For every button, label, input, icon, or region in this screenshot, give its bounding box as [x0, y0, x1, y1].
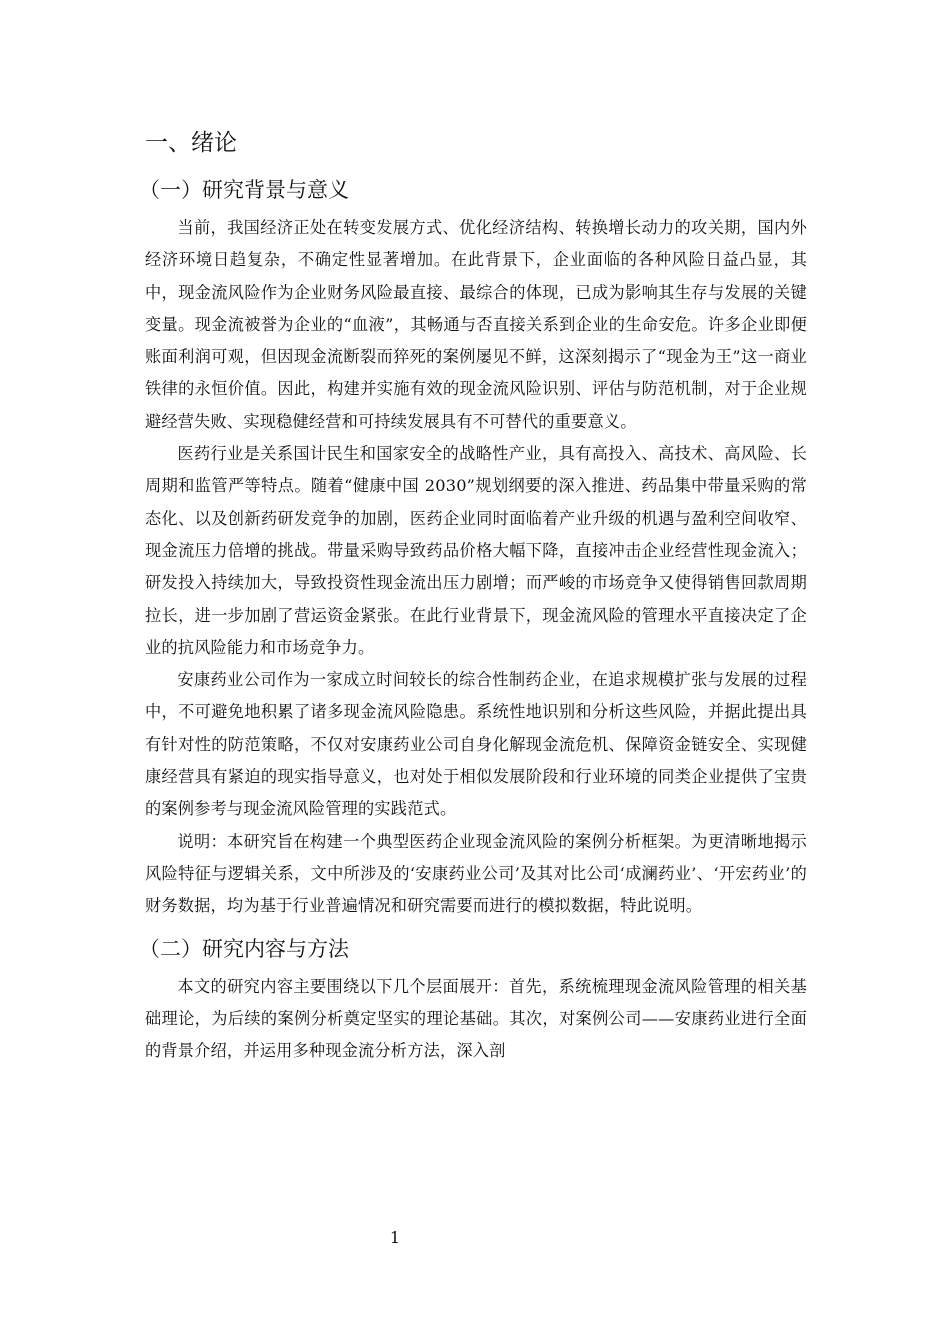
paragraph: 当前，我国经济正处在转变发展方式、优化经济结构、转换增长动力的攻关期，国内外经济环境日趋复杂，不确定性显著增加。在此背景下，企业面临的各种风险日益凸显，其中，现金流风险作为企业财务风险最直接、最综合的体现，已成为影响其生存与发展的关键变量。现金流被誉为企业的“血液”，其畅通与否直接关系到企业的生命安危。许多企业即便账面利润可观，但因现金流断裂而猝死的案例屡见不鲜，这深刻揭示了“现金为王”这一商业铁律的永恒价值。因此，构建并实施有效的现金流风险识别、评估与防范机制，对于企业规避经营失败、实现稳健经营和可持续发展具有不可替代的重要意义。 [145, 218, 807, 431]
paragraph: 医药行业是关系国计民生和国家安全的战略性产业，具有高投入、高技术、高风险、长周期和监管严等特点。随着“健康中国 2030”规划纲要的深入推进、药品集中带量采购的常态化、以及创新药研发竞争的加剧，医药企业同时面临着产业升级的机遇与盈利空间收窄、现金流压力倍增的挑战。带量采购导致药品价格大幅下降，直接冲击企业经营性现金流入；研发投入持续加大，导致投资性现金流出压力剧增；而严峻的市场竞争又使得销售回款周期拉长，进一步加剧了营运资金紧张。在此行业背景下，现金流风险的管理水平直接决定了企业的抗风险能力和市场竞争力。 [145, 444, 807, 657]
section-title-methods: （二）研究内容与方法 [139, 936, 349, 961]
paragraph: 安康药业公司作为一家成立时间较长的综合性制药企业，在追求规模扩张与发展的过程中，不可避免地积累了诸多现金流风险隐患。系统性地识别和分析这些风险，并据此提出具有针对性的防范策略，不仅对安康药业公司自身化解现金流危机、保障资金链安全、实现健康经营具有紧迫的现实指导意义，也对处于相似发展阶段和行业环境的同类企业提供了宝贵的案例参考与现金流风险管理的实践范式。 [145, 670, 807, 819]
page-content [139, 126, 807, 1067]
paragraph: 说明：本研究旨在构建一个典型医药企业现金流风险的案例分析框架。为更清晰地揭示风险特征与逻辑关系，文中所涉及的‘安康药业公司’及其对比公司‘成澜药业’、‘开宏药业’的财务数据，均为基于行业普遍情况和研究需要而进行的模拟数据，特此说明。 [145, 831, 807, 916]
page-number: 1 [389, 1228, 401, 1247]
chapter-title: 一、绪论 [145, 130, 237, 156]
section-title-background: （一）研究背景与意义 [139, 178, 349, 202]
paragraph: 本文的研究内容主要围绕以下几个层面展开：首先，系统梳理现金流风险管理的相关基础理论，为后续的案例分析奠定坚实的理论基础。其次，对案例公司——安康药业进行全面的背景介绍，并运用多种现金流分析方法，深入剖 [145, 976, 807, 1061]
